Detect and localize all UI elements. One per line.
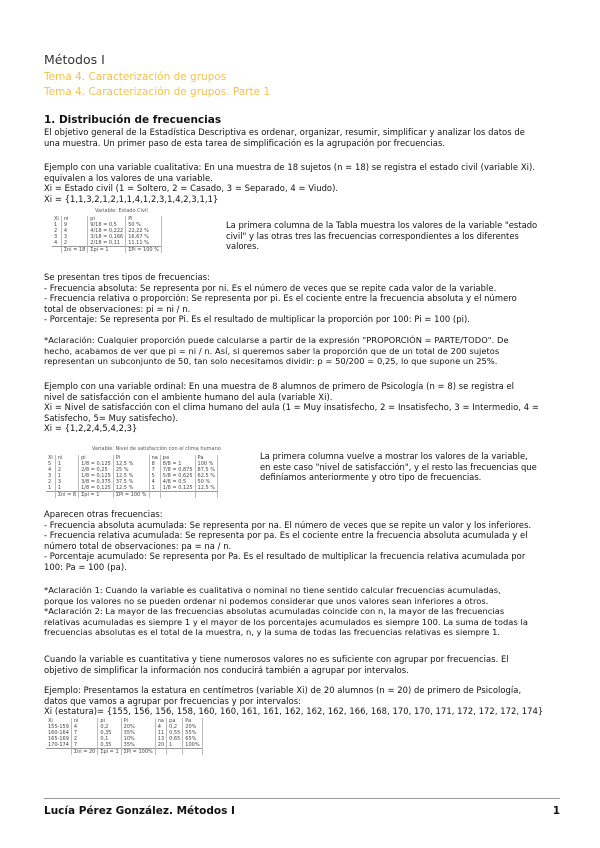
table-cell: 2/18 = 0,11 — [88, 240, 126, 247]
table-cell: 2/8 = 0,25 — [79, 467, 114, 473]
table-cell: pa — [167, 718, 183, 724]
table-cell: ni — [71, 718, 97, 724]
table-cell: 1 — [55, 485, 78, 492]
table-cell: 3 — [55, 479, 78, 485]
table1-description-line: civil" y las otras tres las frecuencias correspondientes a los diferentes — [226, 230, 519, 241]
table1-description-line: La primera columna de la Tabla muestra los valores de la variable "estado — [226, 220, 538, 230]
table-cell: 7 — [71, 730, 97, 736]
table-cell: ni — [61, 216, 87, 222]
freq-types2-line: - Frecuencia absoluta acumulada: Se representa por na. El número de veces que se repite un valor y los inferiores. — [44, 519, 532, 530]
freq-types-paragraph — [44, 272, 562, 325]
table-cell: 9/18 = 0,5 — [88, 222, 126, 228]
freq-types2-line: Aparecen otras frecuencias: — [44, 509, 163, 519]
table-cell: 20 — [155, 742, 166, 749]
table-cell: 11,11 % — [126, 240, 162, 247]
table-cell — [149, 492, 160, 499]
table-cell: 155-159 — [46, 724, 71, 730]
table-cell: 100 % — [195, 461, 217, 467]
table-cell — [155, 749, 166, 756]
freq-types-line: total de observaciones: pi = ni / n. — [44, 303, 191, 314]
table2-description — [260, 451, 537, 483]
table-cell: 1 — [52, 222, 61, 228]
table-cell: 5 — [149, 473, 160, 479]
table-cell: 1 — [55, 473, 78, 479]
table-cell: Xi — [52, 216, 61, 222]
table-cell: Pi — [121, 718, 155, 724]
table2-description-line: definíamos anteriormente y otro tipo de frecuencias. — [260, 472, 482, 483]
note1-paragraph — [44, 335, 562, 367]
table-cell: 0,55 — [167, 730, 183, 736]
table-cell: 7 — [149, 467, 160, 473]
note2-line: frecuencias absolutas es el total de la muestra, n, y la suma de todas las frecuencias relativas es siempre 1. — [44, 627, 501, 638]
note2-line: *Aclaración 2: La mayor de las frecuencias absolutas acumuladas coincide con n, la mayor de las frecuencias — [44, 606, 505, 617]
table-cell: 1 — [55, 461, 78, 467]
table-cell: 2 — [71, 736, 97, 742]
note1-line: hecho, acabamos de ver que pi = ni / n. Así, si queremos saber la proporción que de un total de 200 sujetos — [44, 345, 500, 356]
topic-title: Tema 4. Caracterización de grupos — [44, 71, 227, 83]
table-cell: 4 — [155, 724, 166, 730]
table-cell: Pi — [113, 455, 149, 461]
table-cell: 12,5 % — [113, 461, 149, 467]
table-cell — [46, 749, 71, 756]
table-cell: 0,1 — [98, 736, 121, 742]
table-cell: 12,5 % — [195, 485, 217, 492]
freq-types-line: - Frecuencia absoluta: Se representa por ni. Es el número de veces que se repite cada valor de la variable. — [44, 282, 497, 293]
freq-types2-line: 100: Pa = 100 (pa). — [44, 561, 127, 572]
table-cell: 160-164 — [46, 730, 71, 736]
table-cell: Σpi = 1 — [98, 749, 121, 756]
table-cell — [183, 749, 202, 756]
table-cell — [52, 247, 61, 254]
table-cell: 165-169 — [46, 736, 71, 742]
table-cell — [195, 492, 217, 499]
freq-types2-line: - Frecuencia relativa acumulada: Se representa por pa. Es el cociente entre la frecuencia absoluta acumulada y el — [44, 530, 528, 541]
example3-line: datos que vamos a agrupar por frecuencias y por intervalos: — [44, 695, 301, 706]
table-cell: 3 — [46, 473, 55, 479]
table-cell — [160, 492, 195, 499]
table-cell: 2 — [55, 467, 78, 473]
table-cell: 1/8 = 0,125 — [79, 473, 114, 479]
table-cell: 5 — [46, 461, 55, 467]
table-cell: 4 — [46, 467, 55, 473]
table-cell: 0,2 — [167, 724, 183, 730]
table-cell: Σpi = 1 — [88, 247, 126, 254]
example3-paragraph — [44, 685, 562, 717]
freq-types-line: - Porcentaje: Se representa por Pi. Es el resultado de multiplicar la proporción por 100: Pi = 100 (pi). — [44, 314, 471, 325]
table-cell: 1/8 = 0,125 — [79, 485, 114, 492]
table-cell: 8/8 = 1 — [160, 461, 195, 467]
table-cell: Σpi = 1 — [79, 492, 114, 499]
table-cell: Pa — [183, 718, 202, 724]
table-cell: 100% — [183, 742, 202, 749]
table-cell: 170-174 — [46, 742, 71, 749]
table-cell: 4 — [52, 240, 61, 247]
table-cell: 50 % — [195, 479, 217, 485]
table-cell: 7 — [71, 742, 97, 749]
table-cell: ΣPi = 100 % — [113, 492, 149, 499]
table-cell: 20% — [183, 724, 202, 730]
table-cell: 3/8 = 0,375 — [79, 479, 114, 485]
footer-author: Lucía Pérez González. Métodos I — [44, 805, 235, 817]
table-cell: pa — [160, 455, 195, 461]
example2-line: Satisfecho, 5= Muy satisfecho). — [44, 412, 179, 423]
table-cell: 0,2 — [98, 724, 121, 730]
footer — [44, 798, 560, 817]
table-row — [52, 247, 161, 254]
table-row — [46, 749, 202, 756]
table-cell: 0,65 — [167, 736, 183, 742]
table-cell: 10% — [121, 736, 155, 742]
table-cell: 35% — [121, 730, 155, 736]
table-cell: Σni = 20 — [71, 749, 97, 756]
freq-types2-line: número total de observaciones: pa = na / n. — [44, 540, 232, 551]
table-cell: 62,5 % — [195, 473, 217, 479]
table-cell: pi — [98, 718, 121, 724]
table-cell: 37,5 % — [113, 479, 149, 485]
table-cell: 12,5 % — [113, 473, 149, 479]
example1-line: Xi = Estado civil (1 = Soltero, 2 = Casado, 3 = Separado, 4 = Viudo). — [44, 183, 339, 194]
table2 — [46, 455, 218, 498]
table-cell: 11 — [155, 730, 166, 736]
table-cell: Xi — [46, 455, 55, 461]
table-cell: 1/8 = 0,125 — [160, 485, 195, 492]
table-cell: 1 — [149, 485, 160, 492]
section-title: 1. Distribución de frecuencias — [44, 114, 222, 126]
table-cell: 0,35 — [98, 730, 121, 736]
subtopic-title: Tema 4. Caracterización de grupos. Parte 1 — [44, 86, 271, 98]
example1-paragraph — [44, 162, 562, 204]
table-cell: 4 — [61, 228, 87, 234]
table-cell: 9 — [61, 222, 87, 228]
page-number: 1 — [552, 805, 560, 817]
table-cell: 12,5 % — [113, 485, 149, 492]
note2-paragraph — [44, 585, 562, 638]
example2-paragraph — [44, 381, 562, 434]
table-cell: 20% — [121, 724, 155, 730]
table-cell: 2 — [46, 479, 55, 485]
table1-caption: Variable: Estado Civil — [95, 208, 148, 214]
table-cell: 4/18 = 0,222 — [88, 228, 126, 234]
example1-line: equivalen a los valores de una variable. — [44, 172, 213, 183]
table-cell: 3 — [52, 234, 61, 240]
course-title: Métodos I — [44, 52, 105, 67]
table-cell — [46, 492, 55, 499]
table-cell: 4/8 = 0,5 — [160, 479, 195, 485]
table-cell: 5/8 = 0,625 — [160, 473, 195, 479]
table-cell: Σni = 18 — [61, 247, 87, 254]
table-cell: 22,22 % — [126, 228, 162, 234]
table-cell: 50 % — [126, 222, 162, 228]
example3-line: Ejemplo: Presentamos la estatura en centímetros (variable Xi) de 20 alumnos (n = 20) de primero de Psicología, — [44, 685, 522, 695]
table-cell: 3/18 = 0,166 — [88, 234, 126, 240]
table-cell: 8 — [149, 461, 160, 467]
table-cell — [167, 749, 183, 756]
table-cell: 55% — [183, 730, 202, 736]
freq-types-line: - Frecuencia relativa o proporción: Se representa por pi. Es el cociente entre la frecuencia absoluta y el número — [44, 293, 517, 304]
note1-line: *Aclaración: Cualquier proporción puede calcularse a partir de la expresión "PROPORCIÓN = PARTE/TODO". De — [44, 335, 509, 345]
table-cell: ΣPi = 100 % — [126, 247, 162, 254]
table1-description — [226, 220, 537, 252]
table-cell: pi — [79, 455, 114, 461]
table-cell: 16,67 % — [126, 234, 162, 240]
table-cell: 3 — [61, 234, 87, 240]
table2-caption: Variable: Nivel de satisfacción con el clima humano — [92, 446, 221, 452]
table-cell: 4 — [71, 724, 97, 730]
table-cell: 87,5 % — [195, 467, 217, 473]
table3 — [46, 718, 203, 755]
table-cell: 4 — [149, 479, 160, 485]
table1-description-line: valores. — [226, 241, 259, 252]
table1 — [52, 216, 162, 253]
table-cell: pi — [88, 216, 126, 222]
table-cell: Xi — [46, 718, 71, 724]
table-cell: 1/8 = 0,125 — [79, 461, 114, 467]
table-cell: na — [155, 718, 166, 724]
example2-line: Xi = {1,2,2,4,5,4,2,3} — [44, 423, 138, 434]
table-cell: 1 — [46, 485, 55, 492]
table-cell: Σni = 8 — [55, 492, 78, 499]
table-cell: ΣPi = 100% — [121, 749, 155, 756]
table2-description-line: La primera columna vuelve a mostrar los valores de la variable, — [260, 451, 528, 461]
table-cell: Pa — [195, 455, 217, 461]
example1-line: Xi = {1,1,3,2,1,2,1,1,4,1,2,3,1,4,2,3,1,1} — [44, 193, 219, 204]
intervals-line: Cuando la variable es cuantitativa y tiene numerosos valores no es suficiente con agrupar por frecuencias. El — [44, 654, 509, 664]
intro-line: una muestra. Un primer paso de esta tarea de simplificación es la agrupación por frecuencias. — [44, 137, 446, 148]
freq-types-line: Se presentan tres tipos de frecuencias: — [44, 272, 210, 282]
note1-line: representan un subconjunto de 50, tan solo necesitamos dividir: p = 50/200 = 0,25, lo que supone un 25%. — [44, 356, 498, 367]
intervals-line: objetivo de simplificar la información nos conducirá también a agrupar por intervalos. — [44, 664, 409, 675]
table-cell: 7/8 = 0,875 — [160, 467, 195, 473]
table-cell: na — [149, 455, 160, 461]
table-row — [46, 492, 218, 499]
table-cell: 2 — [61, 240, 87, 247]
note2-line: porque los valores no se pueden ordenar ni podemos considerar que unos valores sean inferiores a otros. — [44, 595, 489, 606]
table-cell: 13 — [155, 736, 166, 742]
table-cell: 25 % — [113, 467, 149, 473]
freq-types2-line: - Porcentaje acumulado: Se representa por Pa. Es el resultado de multiplicar la frecuencia relativa acumulada por — [44, 551, 526, 562]
note2-line: relativas acumuladas es siempre 1 y el mayor de los porcentajes acumulados es siempre 100. La suma de todas la — [44, 616, 528, 627]
intro-paragraph — [44, 127, 562, 148]
example3-line: Xi (estatura)= {155, 156, 156, 158, 160, 160, 161, 161, 162, 162, 162, 166, 168, 170, 170, 171, 172, 172, 172, 174} — [44, 706, 544, 717]
table-cell: Pi — [126, 216, 162, 222]
note2-line: *Aclaración 1: Cuando la variable es cualitativa o nominal no tiene sentido calcular frecuencias acumuladas, — [44, 585, 501, 595]
intervals-paragraph — [44, 654, 562, 675]
example2-line: nivel de satisfacción con el ambiente humano del aula (variable Xi). — [44, 391, 333, 402]
intro-line: El objetivo general de la Estadística Descriptiva es ordenar, organizar, resumir, simplificar y analizar los datos de — [44, 127, 525, 137]
example2-line: Xi = Nivel de satisfacción con el clima humano del aula (1 = Muy insatisfecho, 2 = Insatisfecho, 3 = Intermedio, 4 = — [44, 402, 539, 413]
table-cell: 35% — [121, 742, 155, 749]
table-cell: 2 — [52, 228, 61, 234]
table-cell: 1 — [167, 742, 183, 749]
example2-line: Ejemplo con una variable ordinal: En una muestra de 8 alumnos de primero de Psicología (n = 8) se registra el — [44, 381, 515, 391]
table-cell: 0,35 — [98, 742, 121, 749]
freq-types2-paragraph — [44, 509, 562, 573]
table-cell: 65% — [183, 736, 202, 742]
table-cell: ni — [55, 455, 78, 461]
table2-description-line: en este caso "nivel de satisfacción", y el resto las frecuencias que — [260, 461, 537, 472]
example1-line: Ejemplo con una variable cualitativa: En una muestra de 18 sujetos (n = 18) se registra el estado civil (variable Xi). — [44, 162, 536, 172]
